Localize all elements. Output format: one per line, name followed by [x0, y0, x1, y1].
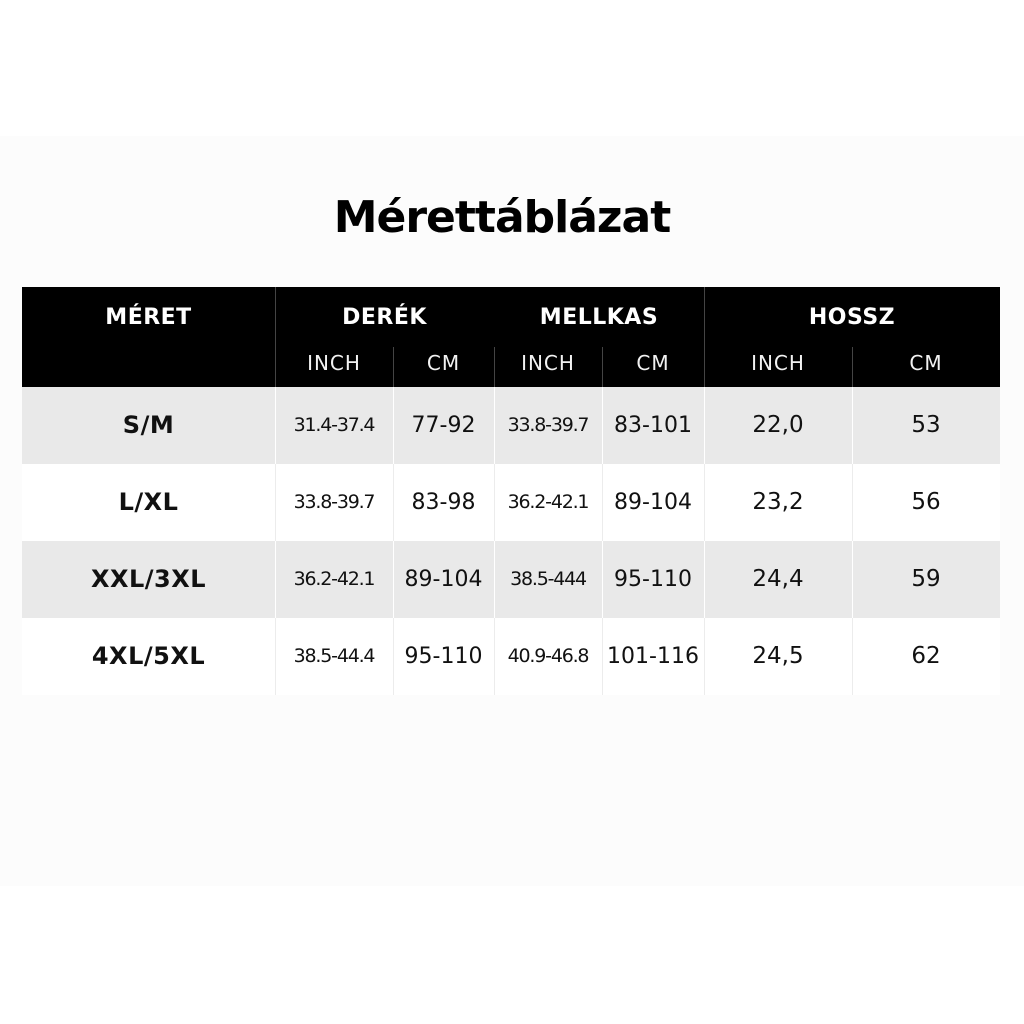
chest-inch-cell: 33.8-39.7: [507, 414, 589, 436]
waist-cm-cell: 95-110: [404, 644, 483, 669]
chest-inch-cell: 38.5-444: [510, 568, 586, 590]
header-length-inch: INCH: [751, 351, 805, 375]
waist-inch-cell: 31.4-37.4: [293, 414, 375, 436]
header-waist-cm: CM: [426, 351, 461, 375]
size-cell: S/M: [122, 411, 175, 439]
waist-cm-cell: 89-104: [404, 567, 483, 592]
length-inch-cell: 24,5: [752, 643, 804, 669]
page-title: Mérettáblázat: [333, 192, 671, 243]
chest-cm-cell: 83-101: [614, 413, 692, 438]
length-inch-cell: 22,0: [752, 412, 804, 438]
size-cell: L/XL: [118, 488, 179, 516]
table-header: [22, 287, 1000, 387]
header-length: HOSSZ: [808, 305, 896, 330]
length-inch-cell: 24,4: [752, 566, 804, 592]
waist-inch-cell: 33.8-39.7: [293, 491, 375, 513]
table-row: [22, 541, 1000, 618]
header-chest-cm: CM: [636, 351, 670, 375]
header-size: MÉRET: [105, 305, 192, 330]
chest-cm-cell: 101-116: [607, 644, 699, 669]
chest-cm-cell: 89-104: [614, 490, 692, 515]
header-waist-inch: INCH: [307, 351, 361, 375]
length-cm-cell: 59: [911, 566, 941, 592]
header-chest-inch: INCH: [521, 351, 575, 375]
table-row: [22, 464, 1000, 541]
table-row: [22, 387, 1000, 464]
length-cm-cell: 56: [911, 489, 941, 515]
size-chart-table: [22, 287, 1000, 695]
length-cm-cell: 62: [911, 643, 941, 669]
header-chest: MELLKAS: [539, 305, 659, 330]
header-length-cm: CM: [909, 351, 943, 375]
waist-inch-cell: 38.5-44.4: [293, 645, 375, 667]
size-cell: 4XL/5XL: [91, 642, 206, 670]
waist-cm-cell: 83-98: [411, 490, 476, 515]
length-inch-cell: 23,2: [752, 489, 804, 515]
table-row: [22, 618, 1000, 695]
chest-inch-cell: 40.9-46.8: [507, 645, 589, 667]
length-cm-cell: 53: [911, 412, 941, 438]
chest-cm-cell: 95-110: [614, 567, 692, 592]
header-waist: DERÉK: [342, 305, 427, 330]
waist-inch-cell: 36.2-42.1: [293, 568, 375, 590]
waist-cm-cell: 77-92: [411, 413, 476, 438]
size-cell: XXL/3XL: [90, 565, 207, 593]
chest-inch-cell: 36.2-42.1: [507, 491, 589, 513]
